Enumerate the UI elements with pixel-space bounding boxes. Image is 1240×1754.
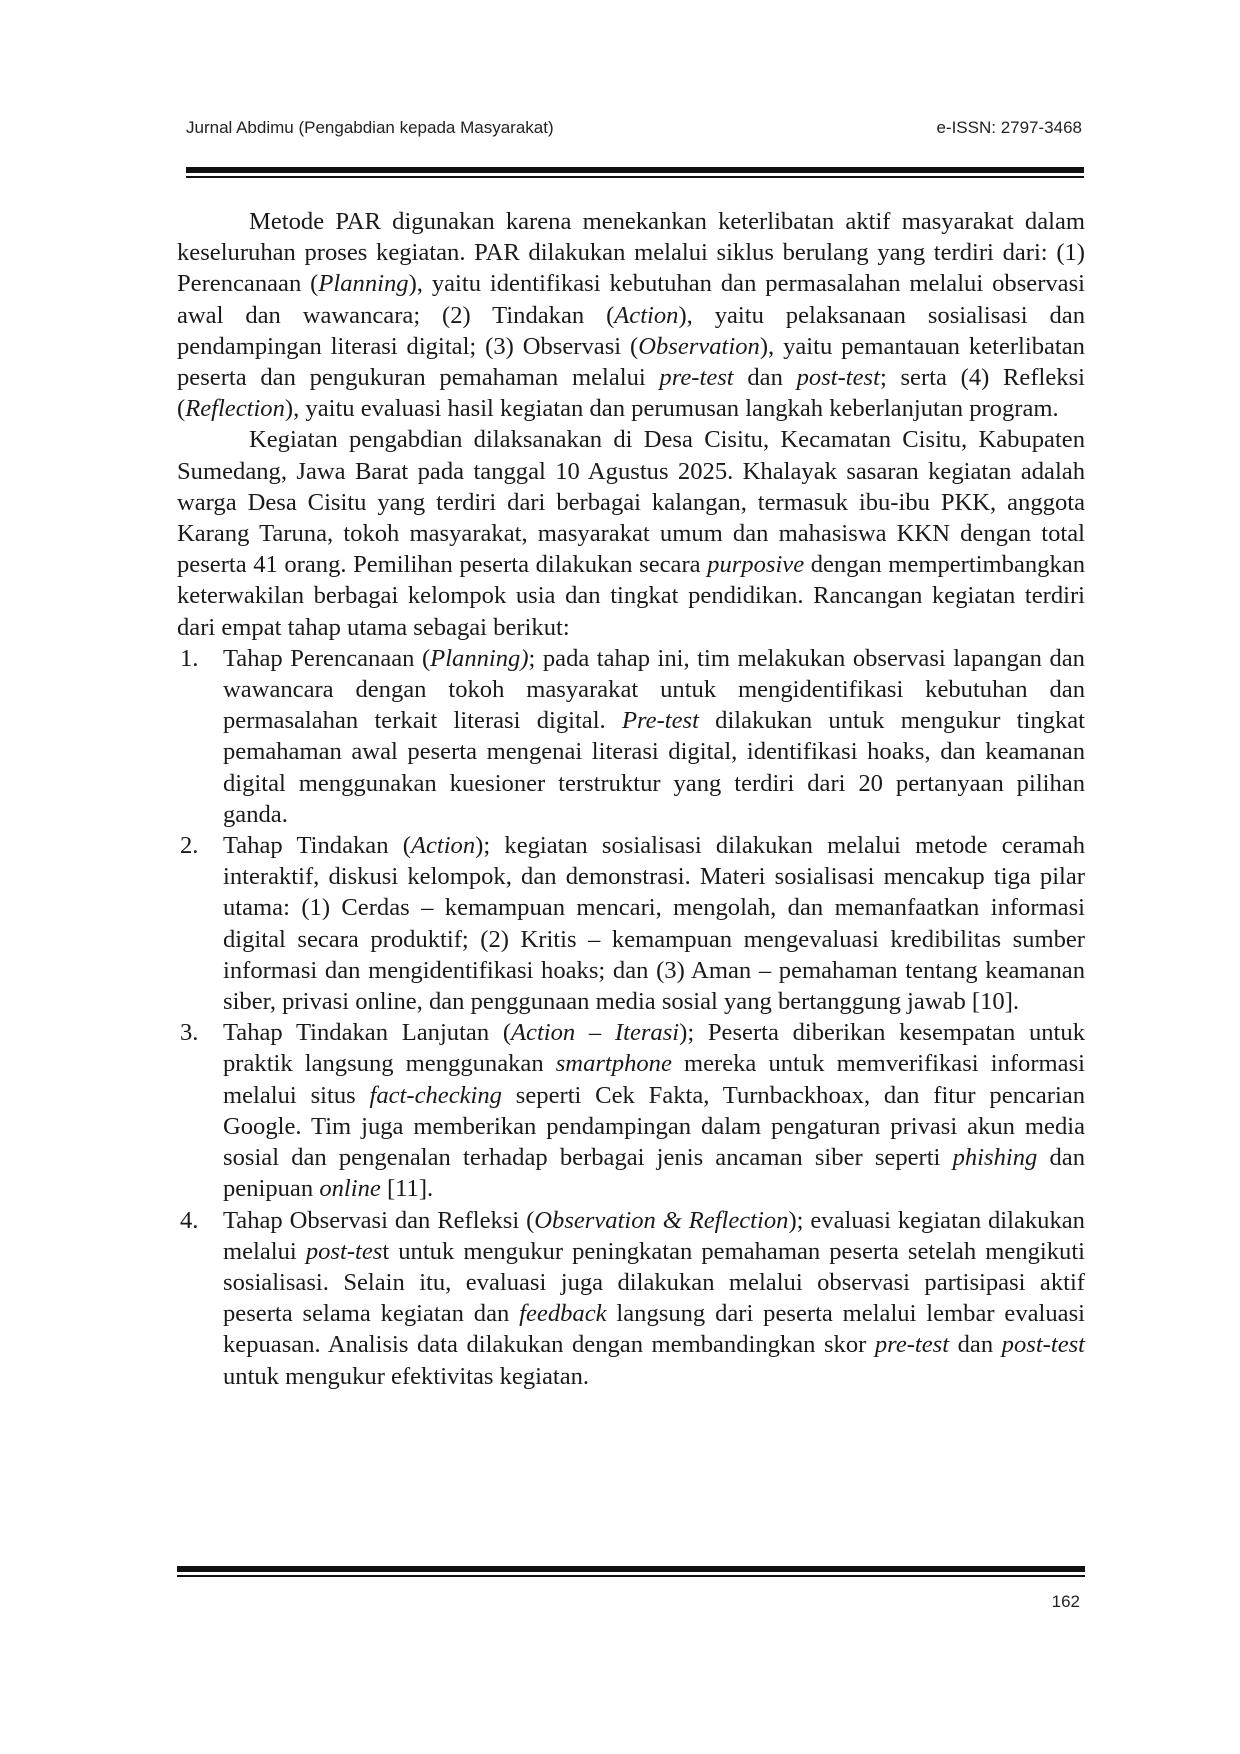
italic-term: Planning) xyxy=(430,644,529,672)
text-run: ), yaitu pelaksanaan sosialisasi dan pendampingan literasi digital; (3) Observasi ( xyxy=(177,301,1085,360)
page-body xyxy=(177,206,1085,1392)
journal-title: Jurnal Abdimu (Pengabdian kepada Masyarakat) xyxy=(186,118,554,137)
text-run: [11]. xyxy=(380,1175,434,1203)
text-run: ), yaitu evaluasi hasil kegiatan dan perumusan langkah keberlanjutan program. xyxy=(284,395,1059,423)
italic-term: pre-test xyxy=(659,364,734,392)
list-item-text xyxy=(223,645,1085,828)
italic-term: Observation xyxy=(638,332,760,360)
italic-term: purposive xyxy=(707,551,805,579)
text-run: t untuk mengukur peningkatan pemahaman peserta setelah mengikuti sosialisasi. Selain itu, evaluasi juga dilakukan melalui observasi partisipasi aktif peserta selama kegiatan dan xyxy=(223,1237,1086,1328)
text-run: ; serta (4) Refleksi ( xyxy=(177,364,1085,423)
text-run: ); kegiatan sosialisasi dilakukan melalui metode ceramah interaktif, diskusi kelompok, dan demonstrasi. Materi sosialisasi mencakup tiga pilar utama: (1) Cerdas – kemampuan mencari, mengolah, dan memanfaatkan informasi digital secara produktif; (2) Kritis – kemampuan mengevaluasi kredibilitas sumber informasi dan mengidentifikasi hoaks; dan (3) Aman – pemahaman tentang keamanan siber, privasi online, dan penggunaan media sosial yang bertanggung jawab [10]. xyxy=(223,832,1085,1016)
text-run: Kegiatan pengabdian dilaksanakan di Desa Cisitu, Kecamatan Cisitu, Kabupaten Sumedang, Jawa Barat pada tanggal 10 Agustus 2025. Khalayak sasaran kegiatan adalah warga Desa Cisitu yang terdiri dari berbagai kalangan, termasuk ibu-ibu PKK, anggota Karang Taruna, tokoh masyarakat, masyarakat umum dan mahasiswa KKN dengan total peserta 41 orang. Pemilihan peserta dilakukan secara xyxy=(177,426,1085,579)
text-run: dilakukan untuk mengukur tingkat pemahaman awal peserta mengenai literasi digital, identifikasi hoaks, dan keamanan digital menggunakan kuesioner terstruktur yang terdiri dari 20 pertanyaan pilihan ganda. xyxy=(223,707,1085,828)
italic-term: Reflection xyxy=(185,395,285,423)
list-item-text xyxy=(223,832,1085,1015)
text-run: Tahap Perencanaan ( xyxy=(223,644,431,672)
list-item-text xyxy=(223,1207,1085,1390)
italic-term: Action – Iterasi xyxy=(511,1019,680,1047)
stage-list xyxy=(177,643,1085,1392)
italic-term: online xyxy=(319,1175,381,1203)
page-number: 162 xyxy=(1051,1592,1080,1611)
text-run: mereka untuk memverifikasi informasi melalui situs xyxy=(223,1050,1085,1109)
footer-rule-thick xyxy=(177,1566,1085,1572)
list-item-text xyxy=(223,1019,1085,1202)
header-rule-thin xyxy=(186,176,1084,178)
header-rule-thick xyxy=(186,167,1084,173)
italic-term: Action xyxy=(614,301,679,329)
italic-term: fact-checking xyxy=(369,1081,502,1109)
running-header xyxy=(186,118,1082,144)
text-run: Metode PAR digunakan karena menekankan keterlibatan aktif masyarakat dalam keseluruhan proses kegiatan. PAR dilakukan melalui siklus berulang yang terdiri dari: (1) Perencanaan ( xyxy=(177,208,1085,298)
text-run: seperti Cek Fakta, Turnbackhoax, dan fitur pencarian Google. Tim juga memberikan pendampingan dalam pengaturan privasi akun media sosial dan pengenalan terhadap berbagai jenis ancaman siber seperti xyxy=(223,1081,1085,1172)
italic-term: phishing xyxy=(952,1144,1038,1172)
issn-label: e-ISSN: 2797-3468 xyxy=(936,118,1082,137)
list-number: 2. xyxy=(180,832,199,860)
list-item xyxy=(177,643,1085,830)
list-item xyxy=(177,1205,1085,1392)
italic-term: post-tes xyxy=(305,1237,383,1265)
list-item xyxy=(177,830,1085,1017)
text-run: ), yaitu identifikasi kebutuhan dan permasalahan melalui observasi awal dan wawancara; (2) Tindakan ( xyxy=(177,270,1085,329)
text-run: ); Peserta diberikan kesempatan untuk praktik langsung menggunakan xyxy=(223,1019,1085,1078)
italic-term: Action xyxy=(410,832,476,860)
list-item xyxy=(177,1017,1085,1204)
paragraph-method xyxy=(177,206,1085,424)
footer-rule-thin xyxy=(177,1575,1085,1577)
text-run: ); evaluasi kegiatan dilakukan melalui xyxy=(223,1206,1085,1265)
list-number: 3. xyxy=(180,1019,199,1047)
text-run: Tahap Tindakan Lanjutan ( xyxy=(223,1019,512,1047)
text-run: dan xyxy=(733,364,797,392)
italic-term: Observation & Reflection xyxy=(534,1206,789,1234)
text-run: dan xyxy=(949,1331,1002,1359)
list-number: 4. xyxy=(180,1206,199,1234)
italic-term: Pre-test xyxy=(621,707,699,735)
text-run: dan penipuan xyxy=(223,1144,1085,1203)
italic-term: post-test xyxy=(796,364,880,392)
text-run: ; pada tahap ini, tim melakukan observasi lapangan dan wawancara dengan tokoh masyarakat untuk mengidentifikasi kebutuhan dan permasalahan terkait literasi digital. xyxy=(223,644,1085,735)
text-run: Tahap Tindakan ( xyxy=(223,832,411,860)
text-run: dengan mempertimbangkan keterwakilan berbagai kelompok usia dan tingkat pendidikan. Rancangan kegiatan terdiri dari empat tahap utama sebagai berikut: xyxy=(177,551,1085,641)
text-run: langsung dari peserta melalui lembar evaluasi kepuasan. Analisis data dilakukan dengan membandingkan skor xyxy=(223,1300,1086,1359)
italic-term: pre-test xyxy=(874,1331,950,1359)
paragraph-implementation xyxy=(177,424,1085,642)
list-number: 1. xyxy=(180,644,199,672)
italic-term: feedback xyxy=(519,1300,607,1328)
italic-term: post-test xyxy=(1001,1331,1086,1359)
italic-term: smartphone xyxy=(555,1050,672,1078)
italic-term: Planning xyxy=(318,270,409,298)
text-run: untuk mengukur efektivitas kegiatan. xyxy=(223,1362,590,1390)
text-run: ), yaitu pemantauan keterlibatan peserta dan pengukuran pemahaman melalui xyxy=(177,332,1085,392)
text-run: Tahap Observasi dan Refleksi ( xyxy=(223,1206,535,1234)
